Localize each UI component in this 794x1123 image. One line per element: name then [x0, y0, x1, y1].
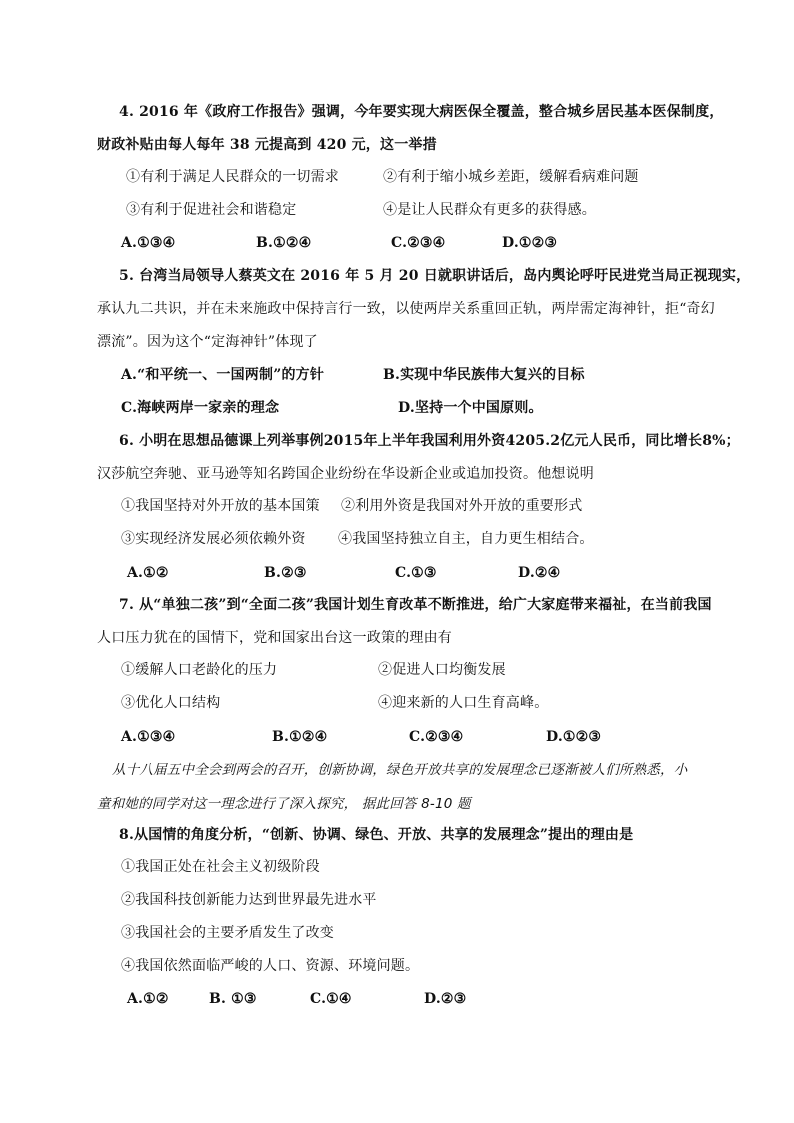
- q8-stem: 8.从国情的角度分析，“创新、协调、绿色、开放、共享的发展理念”提出的理由是: [119, 827, 634, 843]
- q4-item-2: ②有利于缩小城乡差距，缓解看病难问题: [383, 169, 639, 185]
- q7-item-2: ②促进人口均衡发展: [378, 662, 506, 678]
- q6-stem-line2: 汉莎航空奔驰、亚马逊等知名跨国企业纷纷在华设新企业或追加投资。他想说明: [97, 466, 594, 482]
- q8-choice-b[interactable]: B. ①③: [209, 991, 257, 1007]
- q5-choice-d[interactable]: D.坚持一个中国原则。: [398, 400, 543, 416]
- q6-item-4: ④我国坚持独立自主，自力更生相结合。: [338, 531, 594, 547]
- q4-item-4: ④是让人民群众有更多的获得感。: [383, 202, 596, 218]
- q4-choice-d[interactable]: D.①②③: [502, 235, 558, 251]
- q8-choice-c[interactable]: C.①④: [310, 991, 352, 1007]
- q5-stem-line1: 5. 台湾当局领导人蔡英文在 2016 年 5 月 20 日就职讲话后，岛内舆论呼吁民进党当局正视现实，: [119, 268, 751, 284]
- q4-stem-line2: 财政补贴由每人每年 38 元提高到 420 元，这一举措: [97, 137, 437, 153]
- intro-line2: 童和她的同学对这一理念进行了深入探究， 据此回答 8-10 题: [97, 796, 471, 812]
- q8-item-4: ④我国依然面临严峻的人口、资源、环境问题。: [121, 958, 420, 974]
- q7-item-3: ③优化人口结构: [121, 695, 221, 711]
- q5-choice-b[interactable]: B.实现中华民族伟大复兴的目标: [383, 367, 585, 383]
- q8-item-1: ①我国正处在社会主义初级阶段: [121, 859, 320, 875]
- q4-choice-c[interactable]: C.②③④: [391, 235, 446, 251]
- q6-choice-b[interactable]: B.②③: [264, 565, 307, 581]
- q6-stem-line1: 6. 小明在思想品德课上列举事例2015年上半年我国利用外资4205.2亿元人民币，同比增长8%；: [119, 433, 740, 449]
- q7-choice-c[interactable]: C.②③④: [409, 729, 464, 745]
- q7-item-1: ①缓解人口老龄化的压力: [121, 662, 278, 678]
- q6-item-3: ③实现经济发展必须依赖外资: [121, 531, 306, 547]
- q5-choice-a[interactable]: A.“和平统一、一国两制”的方针: [121, 367, 325, 383]
- q4-choice-b[interactable]: B.①②④: [256, 235, 312, 251]
- q7-choice-a[interactable]: A.①③④: [121, 729, 176, 745]
- q8-item-2: ②我国科技创新能力达到世界最先进水平: [121, 892, 377, 908]
- intro-line1: 从十八届五中全会到两会的召开，创新协调，绿色开放共享的发展理念已逐渐被人们所熟悉，小: [112, 762, 688, 778]
- q5-stem-line2: 承认九二共识，并在未来施政中保持言行一致，以使两岸关系重回正轨，两岸需定海神针，拒“奇幻: [97, 301, 715, 317]
- q8-item-3: ③我国社会的主要矛盾发生了改变: [121, 925, 334, 941]
- q4-item-3: ③有利于促进社会和谐稳定: [126, 202, 297, 218]
- q4-item-1: ①有利于满足人民群众的一切需求: [126, 169, 339, 185]
- q6-choice-c[interactable]: C.①③: [395, 565, 437, 581]
- q6-choice-a[interactable]: A.①②: [127, 565, 169, 581]
- q7-stem-line2: 人口压力犹在的国情下，党和国家出台这一政策的理由有: [97, 630, 452, 646]
- q5-choice-c[interactable]: C.海峡两岸一家亲的理念: [121, 400, 280, 416]
- q7-stem-line1: 7. 从“单独二孩”到“全面二孩”我国计划生育改革不断推进，给广大家庭带来福祉，在当前我国: [119, 597, 712, 613]
- q7-choice-d[interactable]: D.①②③: [546, 729, 602, 745]
- q7-item-4: ④迎来新的人口生育高峰。: [378, 695, 549, 711]
- q6-choice-d[interactable]: D.②④: [518, 565, 561, 581]
- q5-stem-line3: 漂流”。因为这个“定海神针”体现了: [97, 334, 318, 350]
- q6-item-2: ②利用外资是我国对外开放的重要形式: [341, 498, 583, 514]
- q6-item-1: ①我国坚持对外开放的基本国策: [121, 498, 320, 514]
- q8-choice-a[interactable]: A.①②: [127, 991, 169, 1007]
- q4-stem-line1: 4. 2016 年《政府工作报告》强调，今年要实现大病医保全覆盖，整合城乡居民基本医保制度，: [119, 104, 724, 120]
- q8-choice-d[interactable]: D.②③: [424, 991, 467, 1007]
- q7-choice-b[interactable]: B.①②④: [272, 729, 328, 745]
- q4-choice-a[interactable]: A.①③④: [121, 235, 176, 251]
